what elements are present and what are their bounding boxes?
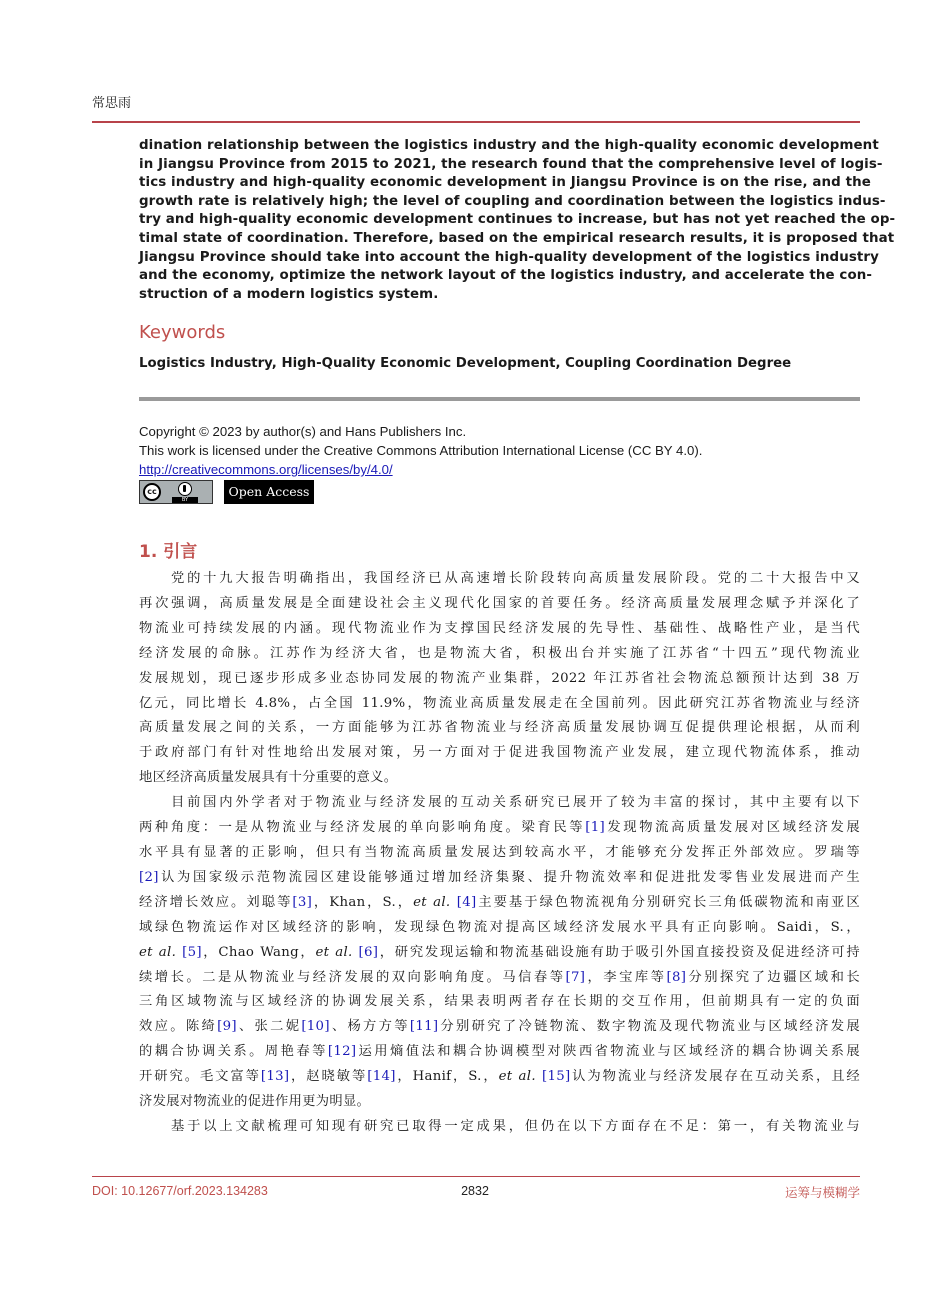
header-rule bbox=[92, 121, 860, 123]
body-line: 经济发展的命脉。江苏作为经济大省，也是物流大省，积极出台并实施了江苏省“十四五”现代物流业 bbox=[139, 645, 860, 661]
license-link[interactable]: http://creativecommons.org/licenses/by/4.0/ bbox=[139, 462, 393, 477]
copyright-line: Copyright © 2023 by author(s) and Hans Publishers Inc. bbox=[139, 424, 467, 439]
body-line: 发展规划，现已逐步形成多业态协同发展的物流产业集群，2022 年江苏省社会物流总额预计达到 38 万 bbox=[139, 670, 860, 686]
body-line: [2]认为国家级示范物流园区建设能够通过增加经济集聚、提升物流效率和促进批发零售业发展进而产生 bbox=[139, 869, 860, 885]
section-divider bbox=[139, 397, 860, 401]
body-line: 再次强调，高质量发展是全面建设社会主义现代化国家的首要任务。经济高质量发展理念赋予并深化了 bbox=[139, 595, 860, 611]
abstract-line: timal state of coordination. Therefore, based on the empirical research results, it is proposed that bbox=[139, 230, 895, 246]
abstract-line: Jiangsu Province should take into account the high-quality development of the logistics industry bbox=[139, 249, 879, 265]
body-line: 续增长。二是从物流业与经济发展的双向影响角度。马信春等[7]，李宝库等[8]分别探究了边疆区域和长 bbox=[139, 969, 860, 985]
citation-link[interactable]: [1] bbox=[585, 820, 605, 836]
body-line: 高质量发展之间的关系，一方面能够为江苏省物流业与经济高质量发展协调互促提供理论根据，从而利 bbox=[139, 720, 860, 736]
citation-link[interactable]: [2] bbox=[139, 869, 159, 885]
body-line: 亿元，同比增长 4.8%，占全国 11.9%，物流业高质量发展走在全国前列。因此研究江苏省物流业与经济 bbox=[139, 695, 860, 711]
page-number: 2832 bbox=[461, 1184, 489, 1198]
keywords-heading: Keywords bbox=[139, 322, 226, 343]
footer-rule bbox=[92, 1176, 860, 1177]
body-line: 党的十九大报告明确指出，我国经济已从高速增长阶段转向高质量发展阶段。党的二十大报告中又 bbox=[171, 571, 860, 586]
keywords-list: Logistics Industry, High-Quality Economic Development, Coupling Coordination Degree bbox=[139, 356, 792, 371]
open-access-badge[interactable]: Open Access bbox=[224, 480, 314, 504]
running-head-author: 常思雨 bbox=[92, 96, 132, 111]
citation-link[interactable]: [6] bbox=[358, 944, 379, 960]
citation-link[interactable]: [11] bbox=[409, 1019, 439, 1035]
body-line: 域绿色物流运作对区域经济的影响，发现绿色物流对提高区域经济发展水平具有正向影响。Saidi，S.， bbox=[139, 919, 860, 935]
body-line: 的耦合协调关系。周艳春等[12]运用熵值法和耦合协调模型对陕西省物流业与区域经济的耦合协调关系展 bbox=[139, 1044, 860, 1060]
body-line: 济发展对物流业的促进作用更为明显。 bbox=[139, 1094, 371, 1110]
citation-link[interactable]: [14] bbox=[367, 1069, 396, 1085]
license-block bbox=[139, 422, 702, 479]
by-label: BY bbox=[172, 497, 198, 503]
abstract-line: growth rate is relatively high; the level of coupling and coordination between the logistics indus- bbox=[139, 193, 886, 209]
body-line: 于政府部门有针对性地给出发展对策，另一方面对于促进我国物流产业发展，建立现代物流体系，推动 bbox=[139, 745, 860, 761]
body-line: 水平具有显著的正影响，但只有当物流高质量发展达到较高水平，才能够充分发挥正外部效应。罗瑞等 bbox=[139, 844, 860, 860]
attribution-person-icon bbox=[178, 482, 192, 496]
citation-link[interactable]: [12] bbox=[327, 1044, 357, 1060]
body-line: 地区经济高质量发展具有十分重要的意义。 bbox=[139, 770, 398, 786]
section-heading-introduction: 1. 引言 bbox=[139, 542, 198, 562]
citation-link[interactable]: [5] bbox=[182, 944, 202, 960]
abstract-line: tics industry and high-quality economic development in Jiangsu Province is on the rise, and the bbox=[139, 175, 871, 191]
abstract-english bbox=[139, 137, 896, 304]
body-line: 效应。陈绮[9]、张二妮[10]、杨方方等[11]分别研究了冷链物流、数字物流及现代物流业与区域经济发展 bbox=[139, 1019, 860, 1035]
body-line: 经济增长效应。刘聪等[3]，Khan，S.，et al. [4]主要基于绿色物流视角分别研究长三角低碳物流和南亚区 bbox=[139, 894, 860, 910]
citation-link[interactable]: [3] bbox=[292, 894, 313, 910]
body-line: 两种角度：一是从物流业与经济发展的单向影响角度。梁育民等[1]发现物流高质量发展对区域经济发展 bbox=[139, 820, 860, 836]
abstract-line: try and high-quality economic development continues to increase, but has not yet reached the op- bbox=[139, 212, 896, 228]
citation-link[interactable]: [4] bbox=[456, 894, 477, 910]
body-line: 三角区域物流与区域经济的协调发展关系，结果表明两者存在长期的交互作用，但前期具有一定的负面 bbox=[139, 994, 860, 1010]
introduction-body bbox=[139, 567, 860, 1140]
doi-label: DOI: 10.12677/orf.2023.134283 bbox=[92, 1184, 268, 1198]
body-line: 物流业可持续发展的内涵。现代物流业作为支撑国民经济发展的先导性、基础性、战略性产业，是当代 bbox=[139, 620, 860, 636]
body-line: 基于以上文献梳理可知现有研究已取得一定成果，但仍在以下方面存在不足：第一，有关物流业与 bbox=[171, 1118, 860, 1134]
abstract-line: and the economy, optimize the network layout of the logistics industry, and accelerate the con- bbox=[139, 268, 873, 284]
citation-link[interactable]: [7] bbox=[565, 969, 586, 985]
abstract-line: struction of a modern logistics system. bbox=[139, 286, 439, 302]
license-statement: This work is licensed under the Creative Commons Attribution International License (CC BY 4.0). bbox=[139, 443, 703, 458]
body-line: 目前国内外学者对于物流业与经济发展的互动关系研究已展开了较为丰富的探讨，其中主要有以下 bbox=[171, 795, 860, 811]
citation-link[interactable]: [8] bbox=[666, 969, 687, 985]
abstract-line: in Jiangsu Province from 2015 to 2021, the research found that the comprehensive level of logis- bbox=[139, 156, 883, 172]
body-line: 开研究。毛文富等[13]，赵晓敏等[14]，Hanif，S.，et al. [15]认为物流业与经济发展存在互动关系，且经 bbox=[139, 1069, 860, 1085]
citation-link[interactable]: [9] bbox=[217, 1019, 237, 1035]
citation-link[interactable]: [15] bbox=[542, 1069, 571, 1085]
abstract-line: dination relationship between the logistics industry and the high-quality economic development bbox=[139, 138, 879, 153]
cc-by-badge[interactable] bbox=[139, 480, 213, 504]
creative-commons-icon: cc bbox=[143, 483, 161, 501]
citation-link[interactable]: [13] bbox=[260, 1069, 290, 1085]
citation-link[interactable]: [10] bbox=[301, 1019, 330, 1035]
journal-name: 运筹与模糊学 bbox=[784, 1185, 860, 1200]
body-line: et al. [5]，Chao Wang，et al. [6]，研究发现运输和物流基础设施有助于吸引外国直接投资及促进经济可持 bbox=[139, 944, 860, 960]
